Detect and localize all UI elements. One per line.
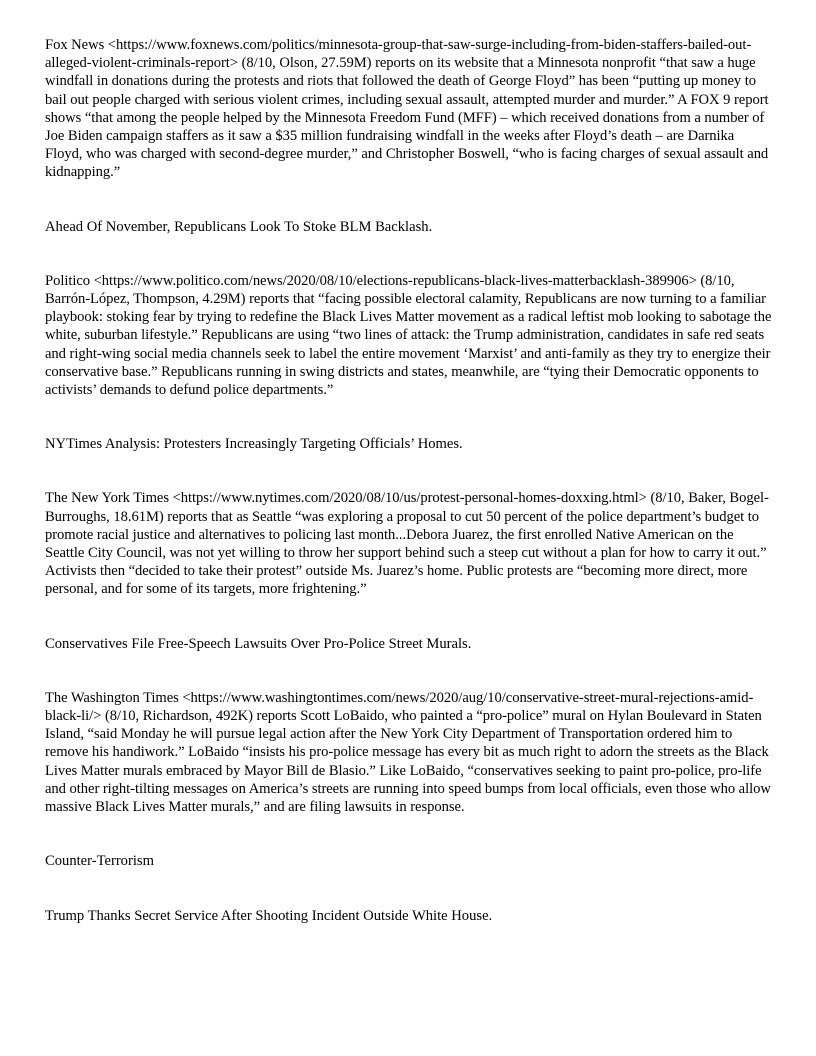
article-paragraph-nytimes: The New York Times <https://www.nytimes.com/2020/08/10/us/protest-personal-homes-doxxing.html> (8/10, Baker, Bogel-Burroughs, 18.61M) reports that as Seattle “was exploring a proposal to cut 50 percent of the police department’s budget to promote racial justice and alternatives to policing last month...Debora Juarez, the first enrolled Native American on the Seattle City Council, was not yet willing to throw her support behind such a steep cut without a plan for how to carry it out.” Activists then “decided to take their protest” outside Ms. Juarez’s home. Public protests are “becoming more direct, more personal, and for some of its targets, more frightening.”: [45, 490, 769, 598]
article-paragraph-fox-news: Fox News <https://www.foxnews.com/politics/minnesota-group-that-saw-surge-including-from-biden-staffers-bailed-out-alleged-violent-criminals-report> (8/10, Olson, 27.59M) reports on its website that a Minnesota nonprofit “that saw a huge windfall in donations during the protests and riots that followed the death of George Floyd” has been “putting up money to bail out people charged with serious violent crimes, including sexual assault, attempted murder and murder.” A FOX 9 report shows “that among the people helped by the Minnesota Freedom Fund (MFF) – which received donations from a number of Joe Biden campaign staffers as it saw a $35 million fundraising windfall in the weeks after Floyd’s death – are Darnika Floyd, who was charged with second-degree murder,” and Christopher Boswell, “who is facing charges of sexual assault and kidnapping.”: [45, 37, 769, 181]
article-paragraph-washington-times: The Washington Times <https://www.washingtontimes.com/news/2020/aug/10/conservative-street-mural-rejections-amid-black-li/> (8/10, Richardson, 492K) reports Scott LoBaido, who painted a “pro-police” mural on Hylan Boulevard in Staten Island, “said Monday he will pursue legal action after the New York City Department of Transportation ordered him to remove his handiwork.” LoBaido “insists his pro-police message has every bit as much right to adorn the streets as the Black Lives Matter murals embraced by Mayor Bill de Blasio.” Like LoBaido, “conservatives seeking to paint pro-police, pro-life and other right-tilting messages on America’s streets are running into speed bumps from local officials, even those who allow massive Black Lives Matter murals,” and are filing lawsuits in response.: [45, 689, 771, 816]
headline-street-murals: Conservatives File Free-Speech Lawsuits Over Pro-Police Street Murals.: [45, 635, 472, 652]
document-page: [45, 36, 773, 925]
headline-blm-backlash: Ahead Of November, Republicans Look To Stoke BLM Backlash.: [45, 218, 433, 235]
section-heading-counter-terrorism: Counter-Terrorism: [45, 853, 154, 870]
headline-secret-service: Trump Thanks Secret Service After Shooting Incident Outside White House.: [45, 907, 493, 924]
headline-nytimes-analysis: NYTimes Analysis: Protesters Increasingly Targeting Officials’ Homes.: [45, 436, 463, 453]
article-paragraph-politico: Politico <https://www.politico.com/news/2020/08/10/elections-republicans-black-lives-matterbacklash-389906> (8/10, Barrón-López, Thompson, 4.29M) reports that “facing possible electoral calamity, Republicans are now turning to a familiar playbook: stoking fear by trying to redefine the Black Lives Matter movement as a radical leftist mob looking to sabotage the white, suburban lifestyle.” Republicans are using “two lines of attack: the Trump administration, candidates in safe red seats and right-wing social media channels seek to label the entire movement ‘Marxist’ and anti-family as they try to energize their conservative base.” Republicans running in swing districts and states, meanwhile, are “tying their Democratic opponents to activists’ demands to defund police departments.”: [45, 272, 772, 399]
